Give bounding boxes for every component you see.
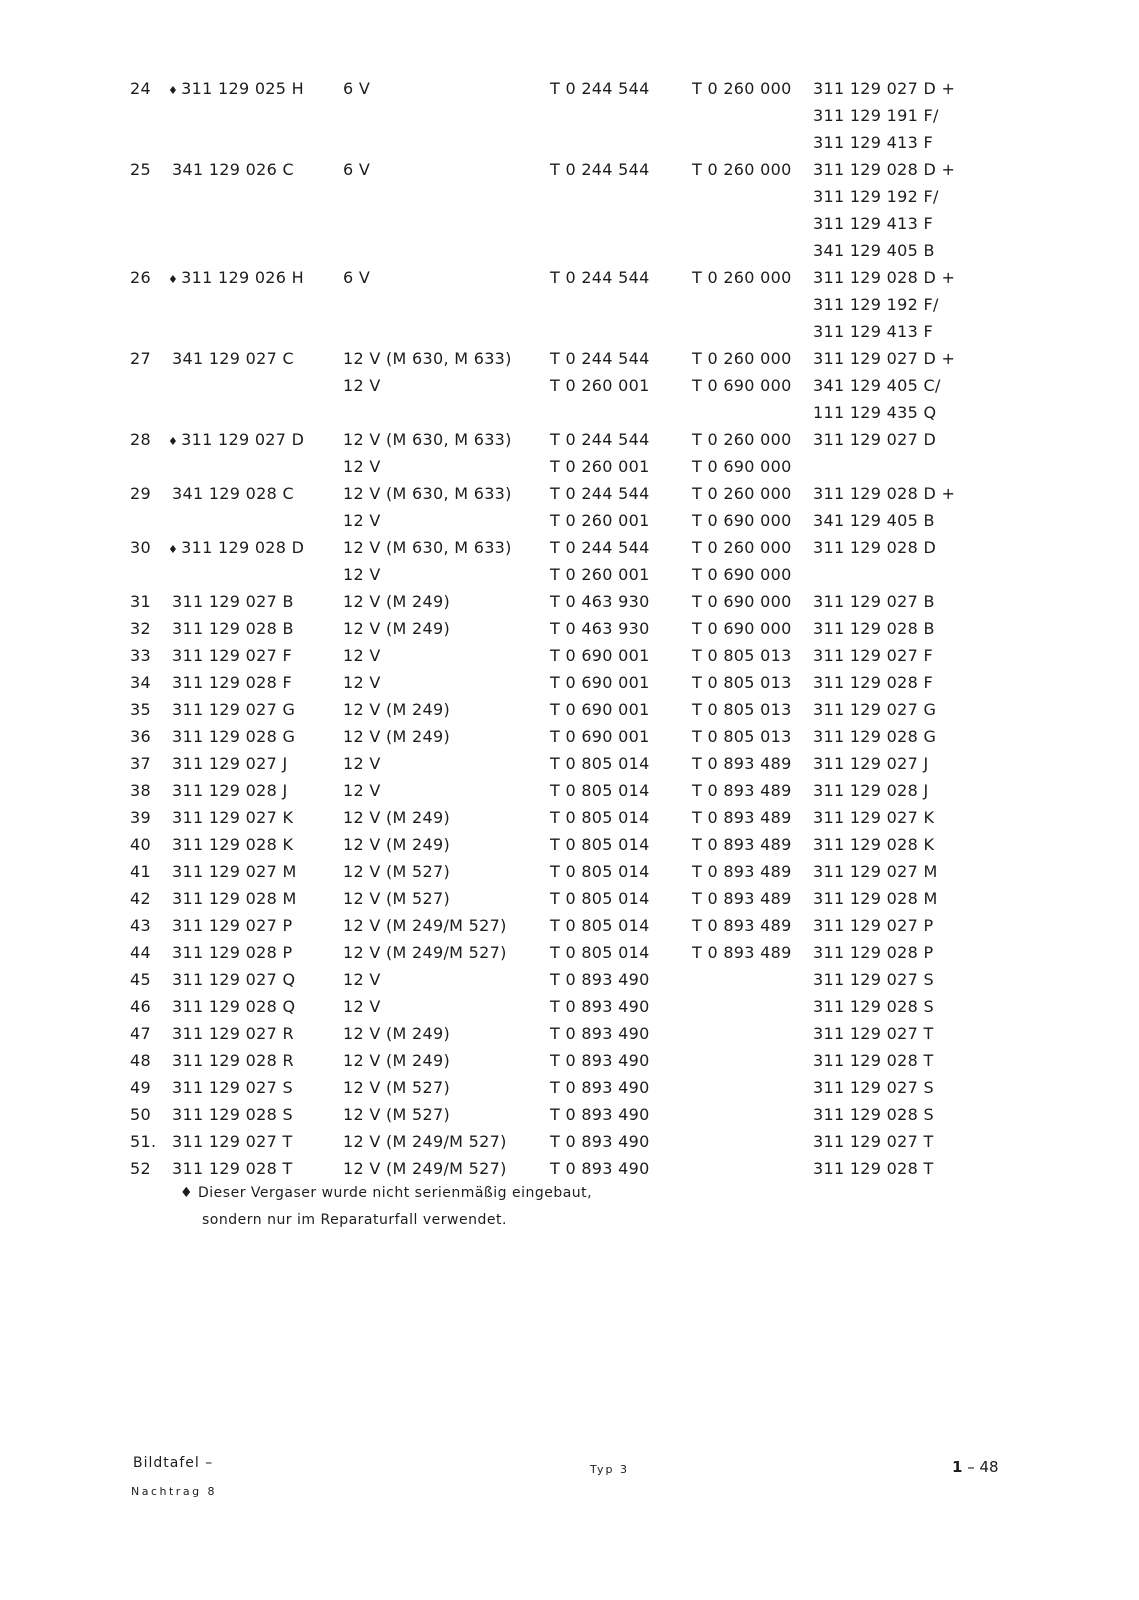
replacement-part: 311 129 028 F bbox=[813, 673, 933, 692]
replacement-part: 311 129 027 M bbox=[813, 862, 938, 881]
chassis-from: T 0 260 001 bbox=[550, 511, 650, 530]
chassis-to: T 0 893 489 bbox=[692, 835, 792, 854]
row-number: 27 bbox=[130, 349, 151, 368]
chassis-from: T 0 893 490 bbox=[550, 970, 650, 989]
voltage: 12 V (M 527) bbox=[343, 1078, 450, 1097]
chassis-from: T 0 893 490 bbox=[550, 1024, 650, 1043]
row-number: 25 bbox=[130, 160, 151, 179]
replacement-part: 311 129 413 F bbox=[813, 214, 933, 233]
chassis-from: T 0 893 490 bbox=[550, 1105, 650, 1124]
table-row bbox=[0, 561, 1139, 588]
replacement-part: 311 129 192 F/ bbox=[813, 295, 939, 314]
voltage: 12 V (M 527) bbox=[343, 862, 450, 881]
chassis-from: T 0 260 001 bbox=[550, 457, 650, 476]
chassis-from: T 0 805 014 bbox=[550, 943, 650, 962]
table-row bbox=[0, 318, 1139, 345]
diamond-icon: ♦ bbox=[180, 1185, 194, 1201]
table-row bbox=[0, 966, 1139, 993]
replacement-part: 311 129 027 B bbox=[813, 592, 935, 611]
chassis-to: T 0 893 489 bbox=[692, 862, 792, 881]
voltage: 12 V bbox=[343, 970, 381, 989]
chassis-from: T 0 244 544 bbox=[550, 160, 650, 179]
chassis-to: T 0 260 000 bbox=[692, 538, 792, 557]
replacement-part: 311 129 027 T bbox=[813, 1024, 934, 1043]
replacement-part: 311 129 028 S bbox=[813, 1105, 934, 1124]
table-row bbox=[0, 210, 1139, 237]
chassis-from: T 0 805 014 bbox=[550, 916, 650, 935]
replacement-part: 311 129 028 G bbox=[813, 727, 937, 746]
row-number: 26 bbox=[130, 268, 151, 287]
part-number: 311 129 027 S bbox=[172, 1078, 293, 1097]
voltage: 12 V bbox=[343, 781, 381, 800]
row-number: 52 bbox=[130, 1159, 151, 1178]
voltage: 12 V bbox=[343, 376, 381, 395]
chassis-to: T 0 260 000 bbox=[692, 430, 792, 449]
page-number-rest: – 48 bbox=[962, 1458, 999, 1476]
replacement-part: 341 129 405 B bbox=[813, 241, 935, 260]
chassis-from: T 0 805 014 bbox=[550, 781, 650, 800]
row-number: 43 bbox=[130, 916, 151, 935]
chassis-to: T 0 805 013 bbox=[692, 673, 792, 692]
part-number: 341 129 028 C bbox=[172, 484, 294, 503]
table-row bbox=[0, 1128, 1139, 1155]
row-number: 37 bbox=[130, 754, 151, 773]
table-row bbox=[0, 642, 1139, 669]
replacement-part: 311 129 028 D + bbox=[813, 268, 956, 287]
diamond-icon: ♦ bbox=[168, 84, 179, 97]
table-row bbox=[0, 858, 1139, 885]
replacement-part: 311 129 028 D + bbox=[813, 484, 956, 503]
table-row bbox=[0, 1047, 1139, 1074]
replacement-part: 311 129 027 P bbox=[813, 916, 934, 935]
replacement-part: 311 129 028 T bbox=[813, 1159, 934, 1178]
voltage: 12 V (M 249/M 527) bbox=[343, 1159, 507, 1178]
footnote-line-2: sondern nur im Reparaturfall verwendet. bbox=[202, 1212, 507, 1228]
chassis-from: T 0 805 014 bbox=[550, 808, 650, 827]
table-row bbox=[0, 183, 1139, 210]
chassis-to: T 0 690 000 bbox=[692, 619, 792, 638]
chassis-from: T 0 244 544 bbox=[550, 430, 650, 449]
part-number: 311 129 028 R bbox=[172, 1051, 294, 1070]
row-number: 40 bbox=[130, 835, 151, 854]
part-number: 311 129 027 M bbox=[172, 862, 297, 881]
table-row bbox=[0, 453, 1139, 480]
table-row bbox=[0, 615, 1139, 642]
voltage: 12 V (M 249/M 527) bbox=[343, 1132, 507, 1151]
table-row bbox=[0, 264, 1139, 291]
row-number: 31 bbox=[130, 592, 151, 611]
chassis-to: T 0 893 489 bbox=[692, 754, 792, 773]
part-number-text: 311 129 025 H bbox=[181, 79, 304, 98]
footnote-line-1: Dieser Vergaser wurde nicht serienmäßig eingebaut, bbox=[198, 1185, 593, 1201]
chassis-from: T 0 893 490 bbox=[550, 1132, 650, 1151]
table-row bbox=[0, 696, 1139, 723]
voltage: 12 V bbox=[343, 511, 381, 530]
replacement-part: 311 129 027 T bbox=[813, 1132, 934, 1151]
part-number: 311 129 028 M bbox=[172, 889, 297, 908]
voltage: 12 V (M 630, M 633) bbox=[343, 430, 512, 449]
footnote bbox=[180, 1180, 592, 1234]
part-number: 341 129 026 C bbox=[172, 160, 294, 179]
part-number bbox=[168, 264, 304, 293]
part-number: 311 129 028 S bbox=[172, 1105, 293, 1124]
row-number: 38 bbox=[130, 781, 151, 800]
voltage: 12 V (M 249/M 527) bbox=[343, 916, 507, 935]
table-row bbox=[0, 1155, 1139, 1182]
part-number: 311 129 027 B bbox=[172, 592, 294, 611]
chassis-to: T 0 260 000 bbox=[692, 268, 792, 287]
chassis-from: T 0 690 001 bbox=[550, 700, 650, 719]
chassis-from: T 0 260 001 bbox=[550, 565, 650, 584]
part-number: 341 129 027 C bbox=[172, 349, 294, 368]
chassis-from: T 0 893 490 bbox=[550, 1078, 650, 1097]
chassis-to: T 0 690 000 bbox=[692, 592, 792, 611]
table-row bbox=[0, 723, 1139, 750]
voltage: 12 V bbox=[343, 646, 381, 665]
voltage: 12 V (M 249) bbox=[343, 619, 450, 638]
replacement-part: 311 129 028 B bbox=[813, 619, 935, 638]
chassis-to: T 0 690 000 bbox=[692, 376, 792, 395]
row-number: 42 bbox=[130, 889, 151, 908]
table-row bbox=[0, 345, 1139, 372]
replacement-part: 311 129 413 F bbox=[813, 322, 933, 341]
chassis-to: T 0 805 013 bbox=[692, 646, 792, 665]
table-row bbox=[0, 507, 1139, 534]
replacement-part: 311 129 027 K bbox=[813, 808, 935, 827]
footer-type: Typ 3 bbox=[590, 1463, 629, 1476]
replacement-part: 311 129 028 D + bbox=[813, 160, 956, 179]
voltage: 12 V bbox=[343, 673, 381, 692]
part-number: 311 129 027 Q bbox=[172, 970, 296, 989]
chassis-from: T 0 690 001 bbox=[550, 673, 650, 692]
page-number bbox=[952, 1458, 999, 1476]
part-number: 311 129 028 T bbox=[172, 1159, 293, 1178]
part-number: 311 129 028 F bbox=[172, 673, 292, 692]
chassis-to: T 0 805 013 bbox=[692, 700, 792, 719]
chassis-from: T 0 893 490 bbox=[550, 1051, 650, 1070]
voltage: 12 V (M 249) bbox=[343, 808, 450, 827]
replacement-part: 311 129 192 F/ bbox=[813, 187, 939, 206]
chassis-to: T 0 260 000 bbox=[692, 349, 792, 368]
voltage: 12 V bbox=[343, 997, 381, 1016]
row-number: 44 bbox=[130, 943, 151, 962]
table-row bbox=[0, 534, 1139, 561]
chassis-from: T 0 893 490 bbox=[550, 997, 650, 1016]
row-number: 34 bbox=[130, 673, 151, 692]
part-number bbox=[168, 426, 304, 455]
table-row bbox=[0, 1101, 1139, 1128]
replacement-part: 341 129 405 B bbox=[813, 511, 935, 530]
chassis-to: T 0 893 489 bbox=[692, 889, 792, 908]
table-row bbox=[0, 912, 1139, 939]
replacement-part: 311 129 028 M bbox=[813, 889, 938, 908]
row-number: 48 bbox=[130, 1051, 151, 1070]
part-number: 311 129 028 Q bbox=[172, 997, 296, 1016]
part-number-text: 311 129 027 D bbox=[181, 430, 305, 449]
replacement-part: 311 129 028 D bbox=[813, 538, 937, 557]
voltage: 6 V bbox=[343, 160, 371, 179]
part-number: 311 129 027 F bbox=[172, 646, 292, 665]
replacement-part: 311 129 027 D + bbox=[813, 349, 956, 368]
table-row bbox=[0, 885, 1139, 912]
part-number: 311 129 027 G bbox=[172, 700, 296, 719]
part-number: 311 129 027 K bbox=[172, 808, 294, 827]
voltage: 12 V (M 527) bbox=[343, 889, 450, 908]
chassis-from: T 0 244 544 bbox=[550, 484, 650, 503]
part-number: 311 129 027 P bbox=[172, 916, 293, 935]
row-number: 33 bbox=[130, 646, 151, 665]
voltage: 12 V bbox=[343, 565, 381, 584]
table-row bbox=[0, 426, 1139, 453]
replacement-part: 341 129 405 C/ bbox=[813, 376, 941, 395]
table-row bbox=[0, 750, 1139, 777]
chassis-from: T 0 244 544 bbox=[550, 349, 650, 368]
chassis-from: T 0 893 490 bbox=[550, 1159, 650, 1178]
diamond-icon: ♦ bbox=[168, 435, 179, 448]
replacement-part: 311 129 027 S bbox=[813, 970, 934, 989]
replacement-part: 311 129 027 F bbox=[813, 646, 933, 665]
chassis-to: T 0 260 000 bbox=[692, 160, 792, 179]
footer-supplement: Nachtrag 8 bbox=[131, 1485, 218, 1498]
row-number: 50 bbox=[130, 1105, 151, 1124]
replacement-part: 311 129 191 F/ bbox=[813, 106, 939, 125]
voltage: 12 V (M 527) bbox=[343, 1105, 450, 1124]
row-number: 51. bbox=[130, 1132, 157, 1151]
table-row bbox=[0, 480, 1139, 507]
replacement-part: 111 129 435 Q bbox=[813, 403, 937, 422]
part-number-text: 311 129 026 H bbox=[181, 268, 304, 287]
chassis-from: T 0 463 930 bbox=[550, 592, 650, 611]
row-number: 28 bbox=[130, 430, 151, 449]
voltage: 12 V (M 630, M 633) bbox=[343, 484, 512, 503]
replacement-part: 311 129 027 D bbox=[813, 430, 937, 449]
chassis-from: T 0 244 544 bbox=[550, 268, 650, 287]
chassis-from: T 0 805 014 bbox=[550, 862, 650, 881]
row-number: 47 bbox=[130, 1024, 151, 1043]
table-row bbox=[0, 102, 1139, 129]
part-number: 311 129 028 K bbox=[172, 835, 294, 854]
chassis-from: T 0 690 001 bbox=[550, 646, 650, 665]
voltage: 12 V (M 249) bbox=[343, 700, 450, 719]
voltage: 12 V (M 249) bbox=[343, 835, 450, 854]
chassis-to: T 0 260 000 bbox=[692, 79, 792, 98]
row-number: 41 bbox=[130, 862, 151, 881]
table-row bbox=[0, 831, 1139, 858]
part-number: 311 129 028 B bbox=[172, 619, 294, 638]
footer-title: Bildtafel – bbox=[133, 1455, 214, 1471]
part-number: 311 129 028 P bbox=[172, 943, 293, 962]
table-row bbox=[0, 993, 1139, 1020]
part-number: 311 129 028 G bbox=[172, 727, 296, 746]
row-number: 35 bbox=[130, 700, 151, 719]
chassis-from: T 0 260 001 bbox=[550, 376, 650, 395]
voltage: 12 V bbox=[343, 754, 381, 773]
table-row bbox=[0, 291, 1139, 318]
replacement-part: 311 129 028 P bbox=[813, 943, 934, 962]
table-row bbox=[0, 669, 1139, 696]
diamond-icon: ♦ bbox=[168, 273, 179, 286]
replacement-part: 311 129 027 J bbox=[813, 754, 929, 773]
chassis-to: T 0 893 489 bbox=[692, 808, 792, 827]
replacement-part: 311 129 028 S bbox=[813, 997, 934, 1016]
row-number: 39 bbox=[130, 808, 151, 827]
voltage: 6 V bbox=[343, 79, 371, 98]
voltage: 12 V (M 249) bbox=[343, 592, 450, 611]
table-row bbox=[0, 777, 1139, 804]
chassis-to: T 0 893 489 bbox=[692, 916, 792, 935]
chassis-from: T 0 805 014 bbox=[550, 754, 650, 773]
replacement-part: 311 129 027 S bbox=[813, 1078, 934, 1097]
replacement-part: 311 129 027 G bbox=[813, 700, 937, 719]
table-row bbox=[0, 129, 1139, 156]
chassis-to: T 0 690 000 bbox=[692, 457, 792, 476]
row-number: 46 bbox=[130, 997, 151, 1016]
row-number: 29 bbox=[130, 484, 151, 503]
diamond-icon: ♦ bbox=[168, 543, 179, 556]
replacement-part: 311 129 028 K bbox=[813, 835, 935, 854]
table-row bbox=[0, 939, 1139, 966]
chassis-from: T 0 690 001 bbox=[550, 727, 650, 746]
page-number-bold: 1 bbox=[952, 1458, 963, 1476]
chassis-to: T 0 260 000 bbox=[692, 484, 792, 503]
table-row bbox=[0, 156, 1139, 183]
voltage: 12 V (M 249) bbox=[343, 1024, 450, 1043]
table-row bbox=[0, 237, 1139, 264]
table-row bbox=[0, 372, 1139, 399]
chassis-to: T 0 893 489 bbox=[692, 943, 792, 962]
chassis-from: T 0 244 544 bbox=[550, 538, 650, 557]
part-number: 311 129 027 R bbox=[172, 1024, 294, 1043]
voltage: 6 V bbox=[343, 268, 371, 287]
chassis-from: T 0 805 014 bbox=[550, 889, 650, 908]
voltage: 12 V (M 249) bbox=[343, 727, 450, 746]
table-row bbox=[0, 588, 1139, 615]
chassis-to: T 0 690 000 bbox=[692, 511, 792, 530]
part-number: 311 129 027 J bbox=[172, 754, 288, 773]
part-number: 311 129 028 J bbox=[172, 781, 288, 800]
voltage: 12 V (M 630, M 633) bbox=[343, 538, 512, 557]
chassis-to: T 0 690 000 bbox=[692, 565, 792, 584]
voltage: 12 V bbox=[343, 457, 381, 476]
row-number: 32 bbox=[130, 619, 151, 638]
chassis-to: T 0 893 489 bbox=[692, 781, 792, 800]
table-row bbox=[0, 1074, 1139, 1101]
voltage: 12 V (M 249) bbox=[343, 1051, 450, 1070]
row-number: 45 bbox=[130, 970, 151, 989]
voltage: 12 V (M 630, M 633) bbox=[343, 349, 512, 368]
table-row bbox=[0, 399, 1139, 426]
row-number: 49 bbox=[130, 1078, 151, 1097]
replacement-part: 311 129 028 T bbox=[813, 1051, 934, 1070]
table-row bbox=[0, 75, 1139, 102]
part-number: 311 129 027 T bbox=[172, 1132, 293, 1151]
replacement-part: 311 129 027 D + bbox=[813, 79, 956, 98]
replacement-part: 311 129 413 F bbox=[813, 133, 933, 152]
table-row bbox=[0, 804, 1139, 831]
table-row bbox=[0, 1020, 1139, 1047]
row-number: 24 bbox=[130, 79, 151, 98]
chassis-from: T 0 805 014 bbox=[550, 835, 650, 854]
part-number bbox=[168, 534, 304, 563]
voltage: 12 V (M 249/M 527) bbox=[343, 943, 507, 962]
chassis-from: T 0 463 930 bbox=[550, 619, 650, 638]
chassis-to: T 0 805 013 bbox=[692, 727, 792, 746]
row-number: 30 bbox=[130, 538, 151, 557]
row-number: 36 bbox=[130, 727, 151, 746]
chassis-from: T 0 244 544 bbox=[550, 79, 650, 98]
part-number bbox=[168, 75, 304, 104]
replacement-part: 311 129 028 J bbox=[813, 781, 929, 800]
part-number-text: 311 129 028 D bbox=[181, 538, 305, 557]
